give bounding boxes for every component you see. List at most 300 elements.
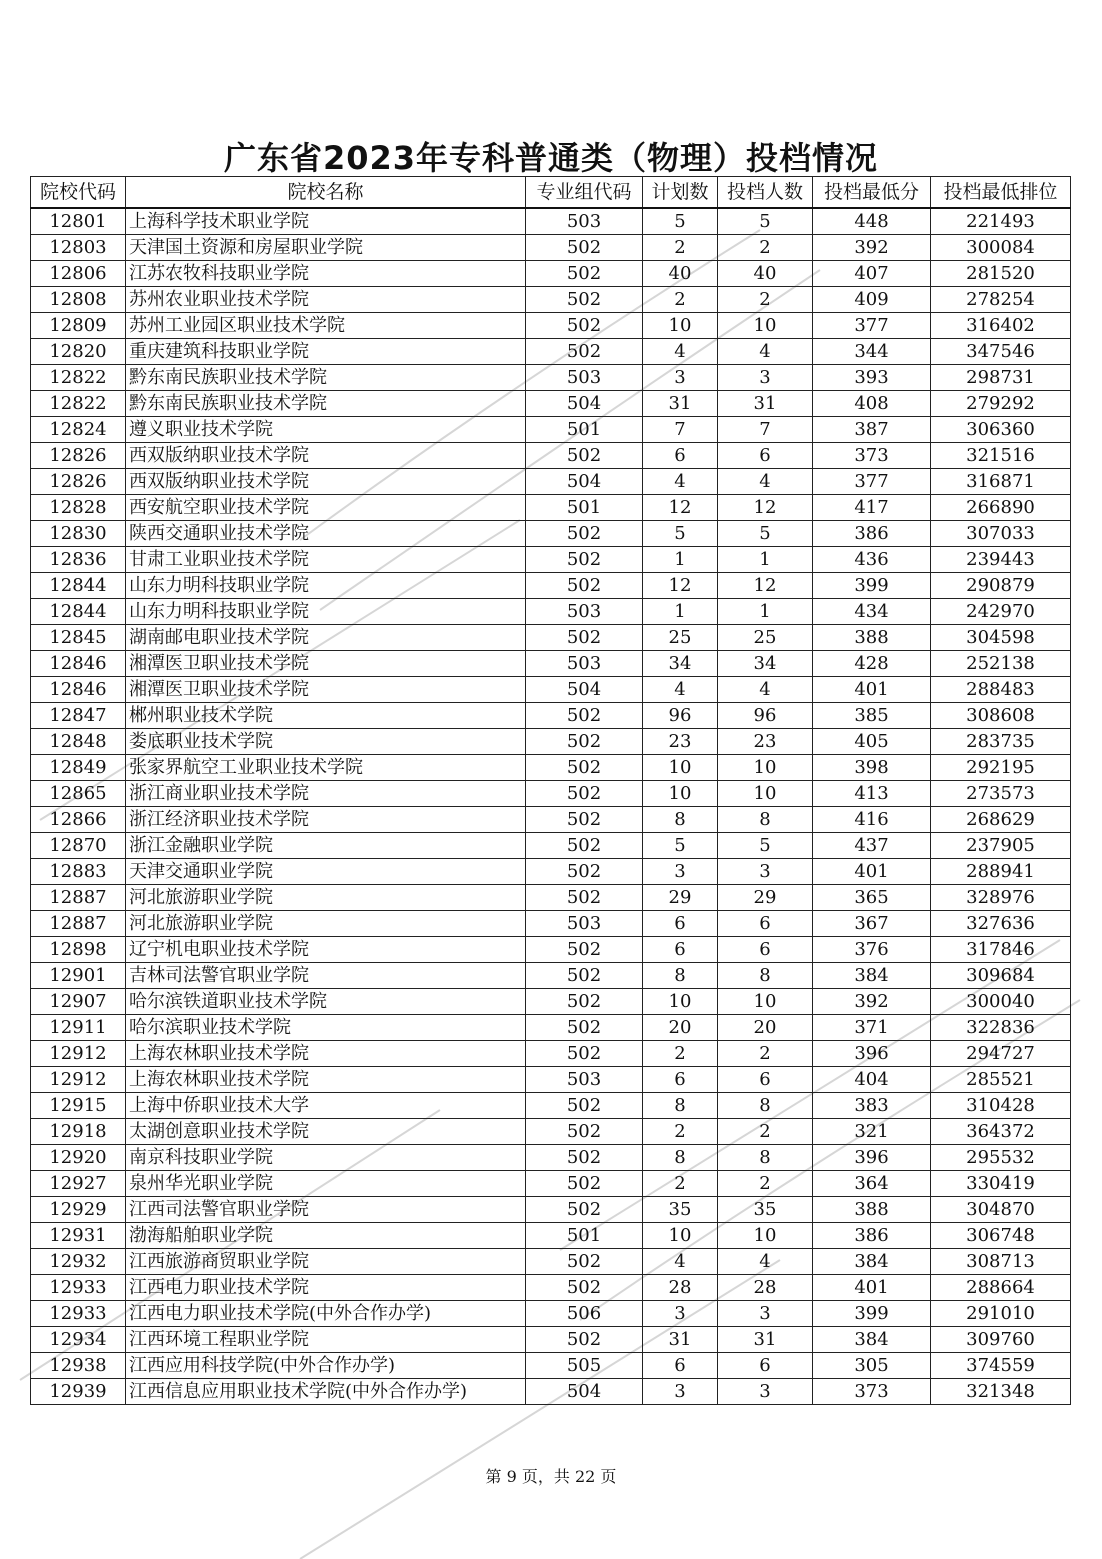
- cell-min-rank: 279292: [931, 391, 1071, 417]
- cell-admitted-count: 3: [718, 859, 813, 885]
- table-row: [31, 1119, 1071, 1145]
- cell-min-rank: 300040: [931, 989, 1071, 1015]
- col-header-school-code: 院校代码: [31, 177, 126, 209]
- table-row: [31, 911, 1071, 937]
- cell-group-code: 502: [526, 261, 643, 287]
- cell-plan-count: 10: [643, 1223, 718, 1249]
- table-row: [31, 833, 1071, 859]
- cell-group-code: 504: [526, 1379, 643, 1405]
- cell-admitted-count: 10: [718, 755, 813, 781]
- cell-school-code: 12929: [31, 1197, 126, 1223]
- cell-admitted-count: 8: [718, 963, 813, 989]
- cell-group-code: 502: [526, 313, 643, 339]
- cell-admitted-count: 2: [718, 1041, 813, 1067]
- cell-school-name: 江西应用科技学院(中外合作办学): [126, 1353, 526, 1379]
- cell-min-score: 373: [813, 1379, 931, 1405]
- cell-school-name: 黔东南民族职业技术学院: [126, 391, 526, 417]
- cell-school-name: 河北旅游职业学院: [126, 885, 526, 911]
- cell-admitted-count: 34: [718, 651, 813, 677]
- cell-min-score: 417: [813, 495, 931, 521]
- cell-group-code: 502: [526, 547, 643, 573]
- cell-plan-count: 28: [643, 1275, 718, 1301]
- table-row: [31, 989, 1071, 1015]
- cell-school-code: 12826: [31, 443, 126, 469]
- cell-plan-count: 8: [643, 1145, 718, 1171]
- cell-min-rank: 327636: [931, 911, 1071, 937]
- cell-min-rank: 285521: [931, 1067, 1071, 1093]
- cell-school-name: 郴州职业技术学院: [126, 703, 526, 729]
- cell-min-rank: 252138: [931, 651, 1071, 677]
- cell-school-name: 甘肃工业职业技术学院: [126, 547, 526, 573]
- cell-min-score: 383: [813, 1093, 931, 1119]
- cell-admitted-count: 5: [718, 208, 813, 235]
- cell-admitted-count: 8: [718, 1093, 813, 1119]
- cell-school-name: 浙江经济职业技术学院: [126, 807, 526, 833]
- cell-group-code: 502: [526, 1275, 643, 1301]
- cell-school-name: 哈尔滨铁道职业技术学院: [126, 989, 526, 1015]
- table-header-row: [31, 177, 1071, 209]
- cell-school-name: 上海科学技术职业学院: [126, 208, 526, 235]
- cell-admitted-count: 1: [718, 547, 813, 573]
- cell-plan-count: 2: [643, 287, 718, 313]
- cell-plan-count: 2: [643, 1119, 718, 1145]
- cell-admitted-count: 1: [718, 599, 813, 625]
- cell-group-code: 502: [526, 1327, 643, 1353]
- cell-plan-count: 2: [643, 235, 718, 261]
- cell-min-score: 405: [813, 729, 931, 755]
- cell-plan-count: 23: [643, 729, 718, 755]
- cell-group-code: 502: [526, 885, 643, 911]
- cell-school-code: 12907: [31, 989, 126, 1015]
- cell-admitted-count: 8: [718, 1145, 813, 1171]
- cell-school-name: 张家界航空工业职业技术学院: [126, 755, 526, 781]
- cell-admitted-count: 3: [718, 365, 813, 391]
- cell-min-rank: 288483: [931, 677, 1071, 703]
- table-row: [31, 261, 1071, 287]
- cell-school-name: 重庆建筑科技职业学院: [126, 339, 526, 365]
- col-header-min-score: 投档最低分: [813, 177, 931, 209]
- cell-min-score: 434: [813, 599, 931, 625]
- cell-plan-count: 3: [643, 859, 718, 885]
- cell-group-code: 502: [526, 287, 643, 313]
- cell-min-score: 392: [813, 235, 931, 261]
- cell-school-code: 12836: [31, 547, 126, 573]
- cell-school-name: 渤海船舶职业学院: [126, 1223, 526, 1249]
- cell-min-score: 371: [813, 1015, 931, 1041]
- cell-min-rank: 288941: [931, 859, 1071, 885]
- cell-min-score: 373: [813, 443, 931, 469]
- cell-school-code: 12846: [31, 651, 126, 677]
- cell-plan-count: 4: [643, 1249, 718, 1275]
- table-row: [31, 703, 1071, 729]
- cell-admitted-count: 4: [718, 677, 813, 703]
- cell-min-score: 384: [813, 1249, 931, 1275]
- cell-school-name: 山东力明科技职业学院: [126, 599, 526, 625]
- cell-school-code: 12866: [31, 807, 126, 833]
- cell-admitted-count: 3: [718, 1379, 813, 1405]
- cell-group-code: 503: [526, 651, 643, 677]
- cell-school-code: 12809: [31, 313, 126, 339]
- cell-min-score: 367: [813, 911, 931, 937]
- cell-min-rank: 278254: [931, 287, 1071, 313]
- cell-min-rank: 374559: [931, 1353, 1071, 1379]
- cell-school-name: 哈尔滨职业技术学院: [126, 1015, 526, 1041]
- cell-school-name: 遵义职业技术学院: [126, 417, 526, 443]
- cell-plan-count: 12: [643, 573, 718, 599]
- cell-school-code: 12848: [31, 729, 126, 755]
- cell-min-score: 416: [813, 807, 931, 833]
- cell-min-rank: 266890: [931, 495, 1071, 521]
- cell-min-score: 404: [813, 1067, 931, 1093]
- col-header-min-rank: 投档最低排位: [931, 177, 1071, 209]
- cell-school-name: 浙江商业职业技术学院: [126, 781, 526, 807]
- cell-school-code: 12846: [31, 677, 126, 703]
- cell-school-code: 12844: [31, 599, 126, 625]
- cell-min-score: 388: [813, 1197, 931, 1223]
- cell-group-code: 502: [526, 1119, 643, 1145]
- cell-school-name: 江西电力职业技术学院: [126, 1275, 526, 1301]
- cell-school-code: 12883: [31, 859, 126, 885]
- cell-plan-count: 3: [643, 365, 718, 391]
- cell-school-code: 12822: [31, 365, 126, 391]
- cell-plan-count: 31: [643, 1327, 718, 1353]
- cell-min-score: 388: [813, 625, 931, 651]
- cell-plan-count: 96: [643, 703, 718, 729]
- cell-min-score: 384: [813, 963, 931, 989]
- page-title: 广东省2023年专科普通类（物理）投档情况: [223, 139, 879, 177]
- cell-min-rank: 330419: [931, 1171, 1071, 1197]
- cell-admitted-count: 12: [718, 495, 813, 521]
- cell-school-code: 12806: [31, 261, 126, 287]
- cell-min-score: 401: [813, 1275, 931, 1301]
- cell-admitted-count: 10: [718, 989, 813, 1015]
- cell-min-score: 384: [813, 1327, 931, 1353]
- cell-min-rank: 295532: [931, 1145, 1071, 1171]
- table-row: [31, 885, 1071, 911]
- table-row: [31, 1041, 1071, 1067]
- table-row: [31, 1275, 1071, 1301]
- table-row: [31, 755, 1071, 781]
- cell-min-rank: 291010: [931, 1301, 1071, 1327]
- cell-min-rank: 237905: [931, 833, 1071, 859]
- cell-group-code: 501: [526, 1223, 643, 1249]
- cell-admitted-count: 8: [718, 807, 813, 833]
- cell-school-name: 南京科技职业学院: [126, 1145, 526, 1171]
- col-header-group-code: 专业组代码: [526, 177, 643, 209]
- cell-min-score: 386: [813, 521, 931, 547]
- cell-school-code: 12820: [31, 339, 126, 365]
- cell-admitted-count: 5: [718, 833, 813, 859]
- cell-min-rank: 317846: [931, 937, 1071, 963]
- cell-school-code: 12939: [31, 1379, 126, 1405]
- table-body: [31, 208, 1071, 1405]
- cell-school-name: 湘潭医卫职业技术学院: [126, 677, 526, 703]
- cell-school-name: 黔东南民族职业技术学院: [126, 365, 526, 391]
- cell-group-code: 502: [526, 573, 643, 599]
- cell-admitted-count: 6: [718, 1353, 813, 1379]
- cell-admitted-count: 40: [718, 261, 813, 287]
- cell-min-rank: 309684: [931, 963, 1071, 989]
- cell-school-name: 江西电力职业技术学院(中外合作办学): [126, 1301, 526, 1327]
- cell-group-code: 503: [526, 1067, 643, 1093]
- cell-school-code: 12931: [31, 1223, 126, 1249]
- cell-school-code: 12932: [31, 1249, 126, 1275]
- cell-admitted-count: 31: [718, 1327, 813, 1353]
- cell-plan-count: 35: [643, 1197, 718, 1223]
- table-row: [31, 781, 1071, 807]
- cell-school-code: 12912: [31, 1041, 126, 1067]
- cell-group-code: 502: [526, 339, 643, 365]
- cell-admitted-count: 20: [718, 1015, 813, 1041]
- cell-school-code: 12927: [31, 1171, 126, 1197]
- cell-school-code: 12808: [31, 287, 126, 313]
- cell-plan-count: 10: [643, 313, 718, 339]
- cell-min-score: 377: [813, 313, 931, 339]
- cell-admitted-count: 10: [718, 313, 813, 339]
- table-row: [31, 521, 1071, 547]
- cell-school-code: 12847: [31, 703, 126, 729]
- cell-plan-count: 5: [643, 833, 718, 859]
- cell-school-code: 12933: [31, 1275, 126, 1301]
- table-row: [31, 1015, 1071, 1041]
- cell-plan-count: 8: [643, 963, 718, 989]
- cell-plan-count: 4: [643, 339, 718, 365]
- cell-school-name: 泉州华光职业学院: [126, 1171, 526, 1197]
- table-row: [31, 1171, 1071, 1197]
- cell-group-code: 502: [526, 1171, 643, 1197]
- cell-school-name: 山东力明科技职业学院: [126, 573, 526, 599]
- cell-min-rank: 294727: [931, 1041, 1071, 1067]
- cell-min-rank: 364372: [931, 1119, 1071, 1145]
- table-row: [31, 1353, 1071, 1379]
- cell-plan-count: 31: [643, 391, 718, 417]
- cell-min-rank: 242970: [931, 599, 1071, 625]
- cell-school-name: 天津交通职业学院: [126, 859, 526, 885]
- cell-school-name: 陕西交通职业技术学院: [126, 521, 526, 547]
- cell-school-name: 西双版纳职业技术学院: [126, 443, 526, 469]
- cell-min-rank: 268629: [931, 807, 1071, 833]
- cell-group-code: 501: [526, 495, 643, 521]
- cell-min-rank: 307033: [931, 521, 1071, 547]
- cell-min-rank: 347546: [931, 339, 1071, 365]
- cell-min-rank: 239443: [931, 547, 1071, 573]
- cell-school-code: 12901: [31, 963, 126, 989]
- cell-plan-count: 5: [643, 208, 718, 235]
- cell-admitted-count: 7: [718, 417, 813, 443]
- cell-plan-count: 6: [643, 1067, 718, 1093]
- table-row: [31, 573, 1071, 599]
- cell-school-code: 12844: [31, 573, 126, 599]
- cell-plan-count: 10: [643, 989, 718, 1015]
- cell-min-rank: 309760: [931, 1327, 1071, 1353]
- cell-min-rank: 273573: [931, 781, 1071, 807]
- cell-group-code: 503: [526, 365, 643, 391]
- cell-min-rank: 306748: [931, 1223, 1071, 1249]
- cell-admitted-count: 25: [718, 625, 813, 651]
- cell-min-score: 377: [813, 469, 931, 495]
- table-row: [31, 1301, 1071, 1327]
- cell-group-code: 502: [526, 1197, 643, 1223]
- cell-group-code: 502: [526, 729, 643, 755]
- cell-min-rank: 308713: [931, 1249, 1071, 1275]
- cell-group-code: 504: [526, 677, 643, 703]
- table-row: [31, 1067, 1071, 1093]
- cell-group-code: 501: [526, 417, 643, 443]
- cell-group-code: 502: [526, 781, 643, 807]
- cell-admitted-count: 10: [718, 781, 813, 807]
- cell-plan-count: 20: [643, 1015, 718, 1041]
- cell-plan-count: 12: [643, 495, 718, 521]
- cell-school-code: 12828: [31, 495, 126, 521]
- cell-min-rank: 281520: [931, 261, 1071, 287]
- cell-admitted-count: 4: [718, 339, 813, 365]
- cell-admitted-count: 35: [718, 1197, 813, 1223]
- cell-plan-count: 2: [643, 1171, 718, 1197]
- cell-min-rank: 306360: [931, 417, 1071, 443]
- cell-school-code: 12933: [31, 1301, 126, 1327]
- cell-admitted-count: 6: [718, 1067, 813, 1093]
- cell-min-rank: 316402: [931, 313, 1071, 339]
- cell-school-name: 苏州农业职业技术学院: [126, 287, 526, 313]
- cell-school-code: 12920: [31, 1145, 126, 1171]
- cell-school-code: 12845: [31, 625, 126, 651]
- cell-plan-count: 34: [643, 651, 718, 677]
- cell-school-name: 苏州工业园区职业技术学院: [126, 313, 526, 339]
- cell-group-code: 502: [526, 625, 643, 651]
- cell-min-score: 408: [813, 391, 931, 417]
- cell-plan-count: 6: [643, 937, 718, 963]
- cell-min-score: 399: [813, 1301, 931, 1327]
- cell-min-score: 436: [813, 547, 931, 573]
- cell-plan-count: 3: [643, 1301, 718, 1327]
- table-row: [31, 937, 1071, 963]
- cell-school-code: 12801: [31, 208, 126, 235]
- cell-school-name: 西双版纳职业技术学院: [126, 469, 526, 495]
- cell-plan-count: 1: [643, 547, 718, 573]
- cell-group-code: 504: [526, 469, 643, 495]
- table-row: [31, 1379, 1071, 1405]
- cell-plan-count: 7: [643, 417, 718, 443]
- cell-min-score: 401: [813, 677, 931, 703]
- cell-min-score: 392: [813, 989, 931, 1015]
- table-row: [31, 391, 1071, 417]
- cell-school-name: 江苏农牧科技职业学院: [126, 261, 526, 287]
- cell-group-code: 502: [526, 859, 643, 885]
- table-row: [31, 651, 1071, 677]
- cell-school-code: 12918: [31, 1119, 126, 1145]
- cell-school-name: 江西环境工程职业学院: [126, 1327, 526, 1353]
- cell-admitted-count: 4: [718, 469, 813, 495]
- col-header-admitted-count: 投档人数: [718, 177, 813, 209]
- cell-school-name: 西安航空职业技术学院: [126, 495, 526, 521]
- cell-group-code: 502: [526, 807, 643, 833]
- table-row: [31, 1093, 1071, 1119]
- cell-min-rank: 288664: [931, 1275, 1071, 1301]
- cell-school-name: 太湖创意职业技术学院: [126, 1119, 526, 1145]
- cell-plan-count: 3: [643, 1379, 718, 1405]
- cell-min-rank: 300084: [931, 235, 1071, 261]
- cell-school-name: 湘潭医卫职业技术学院: [126, 651, 526, 677]
- cell-min-rank: 310428: [931, 1093, 1071, 1119]
- cell-min-score: 396: [813, 1145, 931, 1171]
- admission-table: [30, 176, 1071, 1405]
- cell-school-name: 上海中侨职业技术大学: [126, 1093, 526, 1119]
- cell-admitted-count: 6: [718, 443, 813, 469]
- cell-min-score: 344: [813, 339, 931, 365]
- cell-admitted-count: 2: [718, 287, 813, 313]
- cell-min-rank: 283735: [931, 729, 1071, 755]
- cell-group-code: 502: [526, 1249, 643, 1275]
- cell-school-name: 天津国土资源和房屋职业学院: [126, 235, 526, 261]
- cell-min-rank: 308608: [931, 703, 1071, 729]
- table-row: [31, 417, 1071, 443]
- cell-admitted-count: 6: [718, 937, 813, 963]
- cell-school-code: 12803: [31, 235, 126, 261]
- cell-school-code: 12824: [31, 417, 126, 443]
- cell-min-score: 365: [813, 885, 931, 911]
- cell-school-code: 12830: [31, 521, 126, 547]
- cell-min-rank: 298731: [931, 365, 1071, 391]
- cell-admitted-count: 4: [718, 1249, 813, 1275]
- cell-group-code: 502: [526, 235, 643, 261]
- cell-admitted-count: 29: [718, 885, 813, 911]
- cell-min-rank: 292195: [931, 755, 1071, 781]
- cell-plan-count: 8: [643, 807, 718, 833]
- col-header-school-name: 院校名称: [126, 177, 526, 209]
- cell-group-code: 502: [526, 1093, 643, 1119]
- table-row: [31, 963, 1071, 989]
- cell-admitted-count: 10: [718, 1223, 813, 1249]
- cell-school-code: 12911: [31, 1015, 126, 1041]
- cell-school-code: 12938: [31, 1353, 126, 1379]
- cell-admitted-count: 2: [718, 1119, 813, 1145]
- cell-min-score: 385: [813, 703, 931, 729]
- cell-group-code: 502: [526, 1145, 643, 1171]
- cell-group-code: 502: [526, 755, 643, 781]
- cell-group-code: 502: [526, 963, 643, 989]
- cell-admitted-count: 31: [718, 391, 813, 417]
- cell-min-score: 386: [813, 1223, 931, 1249]
- cell-min-score: 396: [813, 1041, 931, 1067]
- cell-group-code: 502: [526, 521, 643, 547]
- cell-min-score: 409: [813, 287, 931, 313]
- cell-plan-count: 10: [643, 781, 718, 807]
- cell-school-name: 河北旅游职业学院: [126, 911, 526, 937]
- cell-plan-count: 1: [643, 599, 718, 625]
- cell-school-name: 湖南邮电职业技术学院: [126, 625, 526, 651]
- table-row: [31, 1223, 1071, 1249]
- table-row: [31, 495, 1071, 521]
- cell-plan-count: 40: [643, 261, 718, 287]
- cell-group-code: 502: [526, 937, 643, 963]
- col-header-plan-count: 计划数: [643, 177, 718, 209]
- cell-group-code: 503: [526, 911, 643, 937]
- table-row: [31, 208, 1071, 235]
- cell-min-rank: 221493: [931, 208, 1071, 235]
- cell-min-score: 387: [813, 417, 931, 443]
- cell-plan-count: 6: [643, 443, 718, 469]
- cell-min-score: 448: [813, 208, 931, 235]
- cell-plan-count: 6: [643, 1353, 718, 1379]
- cell-school-name: 辽宁机电职业技术学院: [126, 937, 526, 963]
- cell-group-code: 504: [526, 391, 643, 417]
- cell-school-name: 上海农林职业技术学院: [126, 1067, 526, 1093]
- cell-admitted-count: 23: [718, 729, 813, 755]
- cell-admitted-count: 12: [718, 573, 813, 599]
- cell-min-rank: 290879: [931, 573, 1071, 599]
- cell-school-code: 12887: [31, 885, 126, 911]
- table-row: [31, 1249, 1071, 1275]
